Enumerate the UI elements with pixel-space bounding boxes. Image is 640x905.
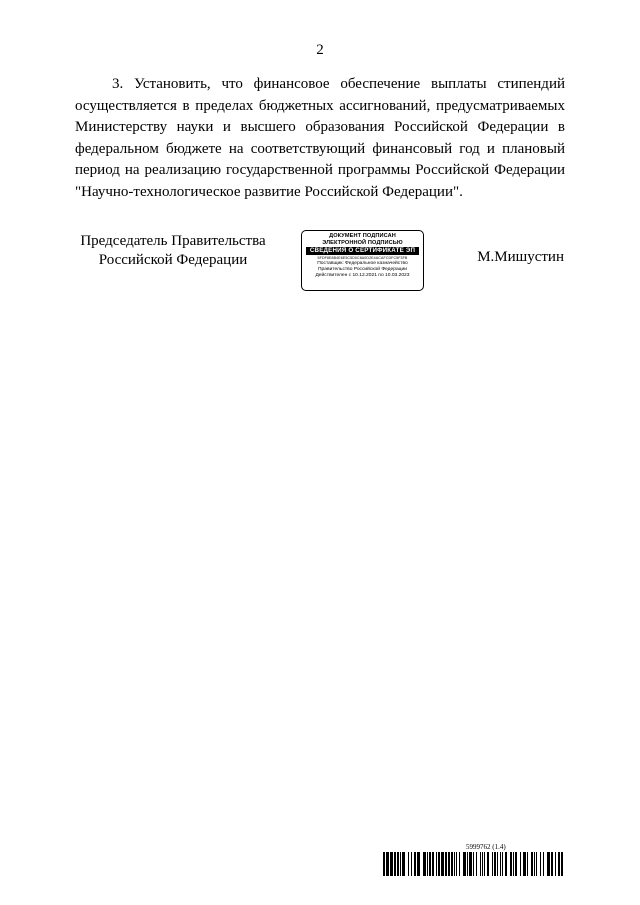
stamp-serial: 5FDF8E8B4E6E5C5D0C8A0D2E4ACAFCDFC5F3FB bbox=[317, 256, 408, 261]
barcode-bar bbox=[536, 852, 537, 876]
barcode-bar bbox=[543, 852, 544, 876]
electronic-signature-stamp bbox=[301, 230, 424, 291]
barcode-bar bbox=[515, 852, 517, 876]
stamp-title-line-1: ДОКУМЕНТ ПОДПИСАН bbox=[329, 233, 396, 239]
barcode-bar bbox=[551, 852, 553, 876]
signatory-position-line-1: Председатель Правительства bbox=[80, 233, 266, 249]
stamp-issuer: Поставщик: Федеральное казначейство bbox=[317, 261, 408, 267]
barcode-bar bbox=[484, 852, 485, 876]
barcode-bar bbox=[534, 852, 535, 876]
barcode-bar bbox=[540, 852, 541, 876]
stamp-title-line-2: ЭЛЕКТРОННОЙ ПОДПИСЬЮ bbox=[322, 239, 403, 246]
barcode-bar bbox=[383, 852, 385, 876]
barcode-bar bbox=[513, 852, 514, 876]
barcode-bar bbox=[454, 852, 455, 876]
barcode-bar bbox=[555, 852, 556, 876]
barcode-bar bbox=[520, 852, 521, 876]
barcode-bar bbox=[482, 852, 483, 876]
barcode-bar bbox=[436, 852, 437, 876]
barcode-bar bbox=[456, 852, 457, 876]
barcode-bar bbox=[417, 852, 420, 876]
barcode-bar bbox=[400, 852, 401, 876]
signatory-position-line-2: Российской Федерации bbox=[98, 252, 248, 268]
barcode-bar bbox=[497, 852, 498, 876]
body-paragraph: 3. Установить, что финансовое обеспечение выплаты стипендий осуществляется в пределах бюджетных ассигнований, предусматриваемых Министерству науки и высшего образования Российской Федерации в федеральном бюджете на соответствующий финансовый год и плановый период на реализацию государственной программы Российской Федерации "Научно-технологическое развитие Российской Федерации". bbox=[75, 76, 565, 200]
page-number: 2 bbox=[316, 42, 324, 58]
barcode bbox=[383, 852, 565, 876]
barcode-number: 5999762 (1.4) bbox=[466, 843, 506, 851]
barcode-bar bbox=[487, 852, 489, 876]
barcode-bar bbox=[492, 852, 493, 876]
barcode-bar bbox=[448, 852, 450, 876]
barcode-bar bbox=[390, 852, 393, 876]
barcode-bar bbox=[531, 852, 533, 876]
barcode-bar bbox=[527, 852, 528, 876]
barcode-bar bbox=[427, 852, 428, 876]
barcode-bar bbox=[445, 852, 447, 876]
barcode-bar bbox=[473, 852, 474, 876]
signer-name: М.Мишустин bbox=[477, 249, 564, 265]
barcode-bar bbox=[451, 852, 453, 876]
barcode-bar bbox=[463, 852, 466, 876]
barcode-bar bbox=[459, 852, 460, 876]
barcode-bar bbox=[432, 852, 434, 876]
barcode-bar bbox=[438, 852, 440, 876]
barcode-bar bbox=[505, 852, 507, 876]
barcode-bar bbox=[500, 852, 501, 876]
barcode-bar bbox=[476, 852, 477, 876]
barcode-bar bbox=[467, 852, 468, 876]
barcode-bar bbox=[411, 852, 412, 876]
barcode-bar bbox=[547, 852, 550, 876]
barcode-bar bbox=[510, 852, 512, 876]
barcode-bar bbox=[414, 852, 416, 876]
barcode-bar bbox=[561, 852, 563, 876]
stamp-validity: Действителен с 10.12.2021 по 10.03.2023 bbox=[315, 273, 410, 279]
barcode-bar bbox=[423, 852, 426, 876]
barcode-bar bbox=[402, 852, 405, 876]
barcode-bar bbox=[386, 852, 389, 876]
barcode-bar bbox=[558, 852, 560, 876]
barcode-bar bbox=[441, 852, 444, 876]
barcode-bar bbox=[502, 852, 503, 876]
stamp-certificate-band: СВЕДЕНИЯ О СЕРТИФИКАТЕ ЭП bbox=[306, 247, 419, 255]
barcode-bar bbox=[397, 852, 399, 876]
stamp-owner: Правительство Российской Федерации bbox=[318, 267, 407, 273]
barcode-bar bbox=[523, 852, 526, 876]
barcode-bar bbox=[408, 852, 409, 876]
barcode-bar bbox=[469, 852, 472, 876]
barcode-bar bbox=[494, 852, 496, 876]
barcode-bar bbox=[429, 852, 431, 876]
barcode-bar bbox=[480, 852, 481, 876]
signatory-position bbox=[62, 232, 284, 270]
barcode-bar bbox=[394, 852, 396, 876]
